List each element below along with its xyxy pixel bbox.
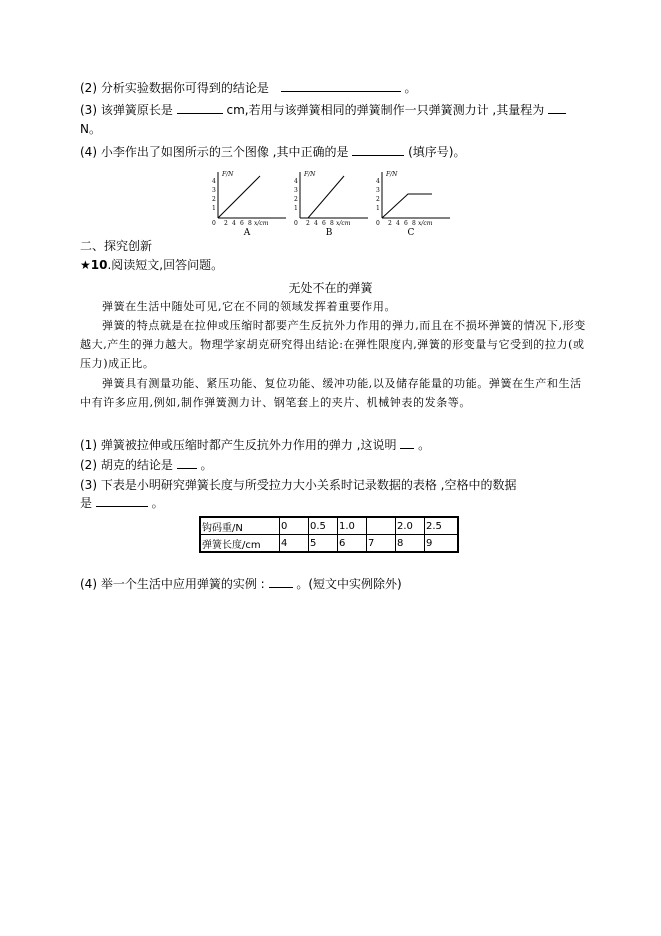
y-tick: 1 — [212, 205, 216, 212]
empty-cell[interactable] — [367, 517, 396, 535]
y-tick: 1 — [294, 205, 298, 212]
x-tick: 4 — [314, 220, 318, 227]
row-header: 钩码重/N — [200, 517, 280, 535]
graph-b — [292, 168, 374, 236]
graph-a — [210, 168, 292, 236]
x-tick: 4 — [396, 220, 400, 227]
graph-line — [382, 194, 432, 218]
y-tick: 0 — [294, 220, 298, 227]
table-cell: 9 — [425, 535, 459, 553]
y-tick: 2 — [294, 196, 298, 203]
table-cell: 2.0 — [396, 517, 425, 535]
table-cell: 7 — [367, 535, 396, 553]
star-icon: ★ — [80, 258, 91, 272]
answer-blank[interactable] — [548, 102, 566, 114]
graph-a-plot — [210, 168, 292, 228]
graph-c — [374, 168, 456, 236]
table-cell: 5 — [309, 535, 338, 553]
table-cell: 2.5 — [425, 517, 459, 535]
x-axis-label: x/cm — [336, 220, 351, 227]
y-axis-label: F/N — [386, 171, 398, 178]
x-tick: 8 — [248, 220, 252, 227]
y-tick: 4 — [376, 178, 380, 185]
y-tick: 0 — [376, 220, 380, 227]
question-number: 10 — [90, 258, 108, 272]
y-tick: 4 — [294, 178, 298, 185]
table-cell: 0 — [280, 517, 309, 535]
y-tick: 0 — [212, 220, 216, 227]
table-cell: 1.0 — [338, 517, 367, 535]
x-tick: 6 — [240, 220, 244, 227]
question-10-1: (1) 弹簧被拉伸或压缩时都产生反抗外力作用的弹力 ,这说明 。 — [80, 438, 431, 452]
table-row — [200, 535, 458, 553]
graph-label: C — [407, 228, 415, 238]
y-tick: 4 — [212, 178, 216, 185]
question-10-3: (3) 下表是小明研究弹簧长度与所受拉力大小关系时记录数据的表格 ,空格中的数据 — [80, 478, 517, 492]
table-row — [200, 517, 458, 535]
y-tick: 3 — [212, 187, 216, 194]
table-cell: 0.5 — [309, 517, 338, 535]
x-tick: 4 — [232, 220, 236, 227]
y-tick: 3 — [376, 187, 380, 194]
answer-blank[interactable] — [400, 437, 414, 449]
x-tick: 8 — [330, 220, 334, 227]
data-table — [199, 516, 459, 553]
question-4: (4) 小李作出了如图所示的三个图像 ,其中正确的是 (填序号)。 — [80, 145, 466, 159]
y-tick: 2 — [376, 196, 380, 203]
answer-blank[interactable] — [281, 80, 401, 92]
table-cell: 6 — [338, 535, 367, 553]
answer-blank[interactable] — [269, 576, 293, 588]
table-cell: 8 — [396, 535, 425, 553]
y-axis-label: F/N — [304, 171, 316, 178]
graph-label: B — [325, 228, 333, 238]
question-3-cont: N。 — [80, 122, 101, 136]
question-10-2: (2) 胡克的结论是 。 — [80, 458, 213, 472]
question-2: (2) 分析实验数据你可得到的结论是 。 — [80, 81, 417, 95]
section-title: 二、探究创新 — [80, 239, 153, 253]
graph-b-plot — [292, 168, 374, 228]
x-tick: 6 — [404, 220, 408, 227]
x-tick: 2 — [306, 220, 310, 227]
question-2-text: (2) 分析实验数据你可得到的结论是 — [80, 81, 269, 95]
x-tick: 6 — [322, 220, 326, 227]
answer-blank[interactable] — [177, 457, 197, 469]
y-tick: 3 — [294, 187, 298, 194]
graph-label: A — [243, 228, 251, 238]
question-3: (3) 该弹簧原长是 cm,若用与该弹簧相同的弹簧制作一只弹簧测力计 ,其量程为 — [80, 102, 566, 118]
x-axis-label: x/cm — [418, 220, 433, 227]
article-paragraph-3: 弹簧具有测量功能、紧压功能、复位功能、缓冲功能,以及储存能量的功能。弹簧在生产和生活中有许多应用,例如,制作弹簧测力计、钢笔套上的夹片、机械钟表的发条等。 — [80, 377, 582, 409]
y-axis-label: F/N — [222, 171, 234, 178]
question-10-4: (4) 举一个生活中应用弹簧的实例 : 。(短文中实例除外) — [80, 577, 402, 591]
question-10: ★10.阅读短文,回答问题。 — [80, 258, 224, 272]
x-tick: 8 — [412, 220, 416, 227]
answer-blank[interactable] — [352, 144, 404, 156]
x-axis-label: x/cm — [254, 220, 269, 227]
x-tick: 2 — [224, 220, 228, 227]
graph-line — [300, 176, 344, 218]
table-cell: 4 — [280, 535, 309, 553]
row-header: 弹簧长度/cm — [200, 535, 280, 553]
graph-c-plot — [374, 168, 456, 228]
answer-blank[interactable] — [177, 102, 223, 114]
article-title: 无处不在的弹簧 — [288, 281, 373, 295]
graph-line — [218, 176, 260, 218]
article-paragraph-2: 弹簧的特点就是在拉伸或压缩时都要产生反抗外力作用的弹力,而且在不损坏弹簧的情况下,形变越大,产生的弹力越大。物理学家胡克研究得出结论:在弹性限度内,弹簧的形变量与它受到的拉力(或压力)成正比。 — [80, 319, 586, 370]
answer-blank[interactable] — [96, 495, 148, 507]
x-tick: 2 — [388, 220, 392, 227]
y-tick: 2 — [212, 196, 216, 203]
article-paragraph-1: 弹簧在生活中随处可见,它在不同的领域发挥着重要作用。 — [102, 300, 397, 313]
question-10-3-cont: 是 。 — [80, 496, 164, 510]
y-tick: 1 — [376, 205, 380, 212]
